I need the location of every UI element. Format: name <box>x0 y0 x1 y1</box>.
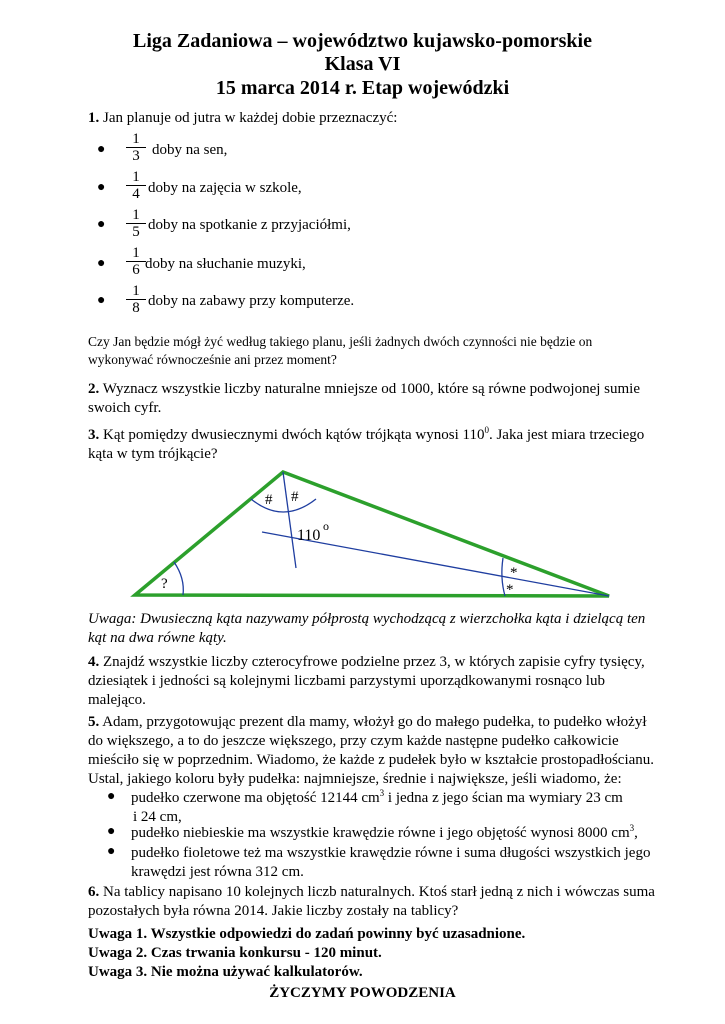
bullet-icon: ● <box>97 217 106 232</box>
class-title: Klasa VI <box>324 53 401 75</box>
list-item-text: doby na zajęcia w szkole, <box>148 180 302 196</box>
note-3: Uwaga 3. Nie można używać kalkulatorów. <box>88 964 363 980</box>
triangle-sides <box>135 472 609 596</box>
task-3: 3. Kąt pomiędzy dwusiecznymi dwóch kątów trójkąta wynosi $110^0$. Jaka jest miara trzeciego kąta w tym trójkącie? <box>88 425 645 462</box>
note-1: Uwaga 1. Wszystkie odpowiedzi do zadań powinny być uzasadnione. <box>88 926 526 942</box>
fraction: $\frac{1}{5}$ <box>126 207 146 240</box>
degree-sign: o <box>323 519 329 533</box>
task-4: 4. Znajdź wszystkie liczby czterocyfrowe podzielne przez 3, w których zapisie cyfry tysięcy, dziesiątek i jedności są kolejnymi liczbami parzystymi uporządkowanymi rosnąco lub malejąco. <box>88 654 645 708</box>
note-2: Uwaga 2. Czas trwania konkursu - 120 minut. <box>88 945 382 961</box>
unknown-angle-label: ? <box>161 576 168 592</box>
bullet-icon: ● <box>107 824 116 839</box>
task-5-condition-red: pudełko czerwone ma objętość 12144 $cm^3$ i jedna z jego ścian ma wymiary 23 cm i 24 cm, <box>131 788 623 825</box>
fraction: $\frac{1}{4}$ <box>126 169 146 202</box>
star-mark: * <box>506 582 514 598</box>
footer-wish: ŻYCZYMY POWODZENIA <box>269 985 456 1001</box>
list-item-text: doby na sen, <box>152 142 228 158</box>
list-item-text: doby na słuchanie muzyki, <box>145 256 306 272</box>
hash-mark: # <box>291 489 299 505</box>
fraction: $\frac{1}{8}$ <box>126 283 146 316</box>
task-5-condition-blue: pudełko niebieskie ma wszystkie krawędzie równe i jego objętość wynosi 8000 $cm^3$, <box>131 823 638 841</box>
bullet-icon: ● <box>107 789 116 804</box>
angle-arcs <box>174 499 505 596</box>
date-stage-title: 15 marca 2014 r. Etap wojewódzki <box>215 77 510 99</box>
list-item-text: doby na zabawy przy komputerze. <box>148 293 355 309</box>
bullet-icon: ● <box>97 256 106 271</box>
contest-title: Liga Zadaniowa – województwo kujawsko-pomorskie <box>133 30 592 52</box>
task-6: 6. Na tablicy napisano 10 kolejnych liczb naturalnych. Ktoś starł jedną z nich i wówczas suma pozostałych była równa 2014. Jakie liczby zostały na tablicy? <box>88 884 655 919</box>
task-2: 2. Wyznacz wszystkie liczby naturalne mniejsze od 1000, które są równe podwojonej sumie swoich cyfr. <box>88 381 641 416</box>
task-5: 5. Adam, przygotowując prezent dla mamy, włożył go do małego pudełka, to pudełko włożył do większego, a to do jeszcze większego, przy czym każde następne pudełko całkowicie mieściło się w poprzednim. Wiadomo, że każde z pudełek było w kształcie prostopadłościanu. Ustal, jakiego koloru były pudełka: najmniejsze, średnie i największe, jeśli wiadomo, że: <box>88 714 655 787</box>
list-item-text: doby na spotkanie z przyjaciółmi, <box>148 217 351 233</box>
star-mark: * <box>510 565 518 581</box>
bisector-note: Uwaga: Dwusieczną kąta nazywamy półprostą wychodzącą z wierzchołka kąta i dzielącą ten kąt na dwa równe kąty. <box>88 611 646 646</box>
fraction: $\frac{1}{6}$ <box>126 245 146 278</box>
bullet-icon: ● <box>97 180 106 195</box>
hash-mark: # <box>265 492 273 508</box>
bullet-icon: ● <box>97 293 106 308</box>
bullet-icon: ● <box>107 844 116 859</box>
contest-notes <box>88 925 648 982</box>
task-5-condition-purple: pudełko fioletowe też ma wszystkie krawędzie równe i suma długości wszystkich jego krawędzi jest równa 312 cm. <box>131 845 651 880</box>
task-1-question: Czy Jan będzie mógł żyć według takiego planu, jeśli żadnych dwóch czynności nie będzie on wykonywać równocześnie ani przez moment? <box>88 334 593 367</box>
bullet-icon: ● <box>97 142 106 157</box>
fraction: $\frac{1}{3}$ <box>126 131 146 164</box>
task-1-intro: 1. Jan planuje od jutra w każdej dobie przeznaczyć: <box>88 110 398 126</box>
angle-110-label: 110 <box>297 527 321 544</box>
